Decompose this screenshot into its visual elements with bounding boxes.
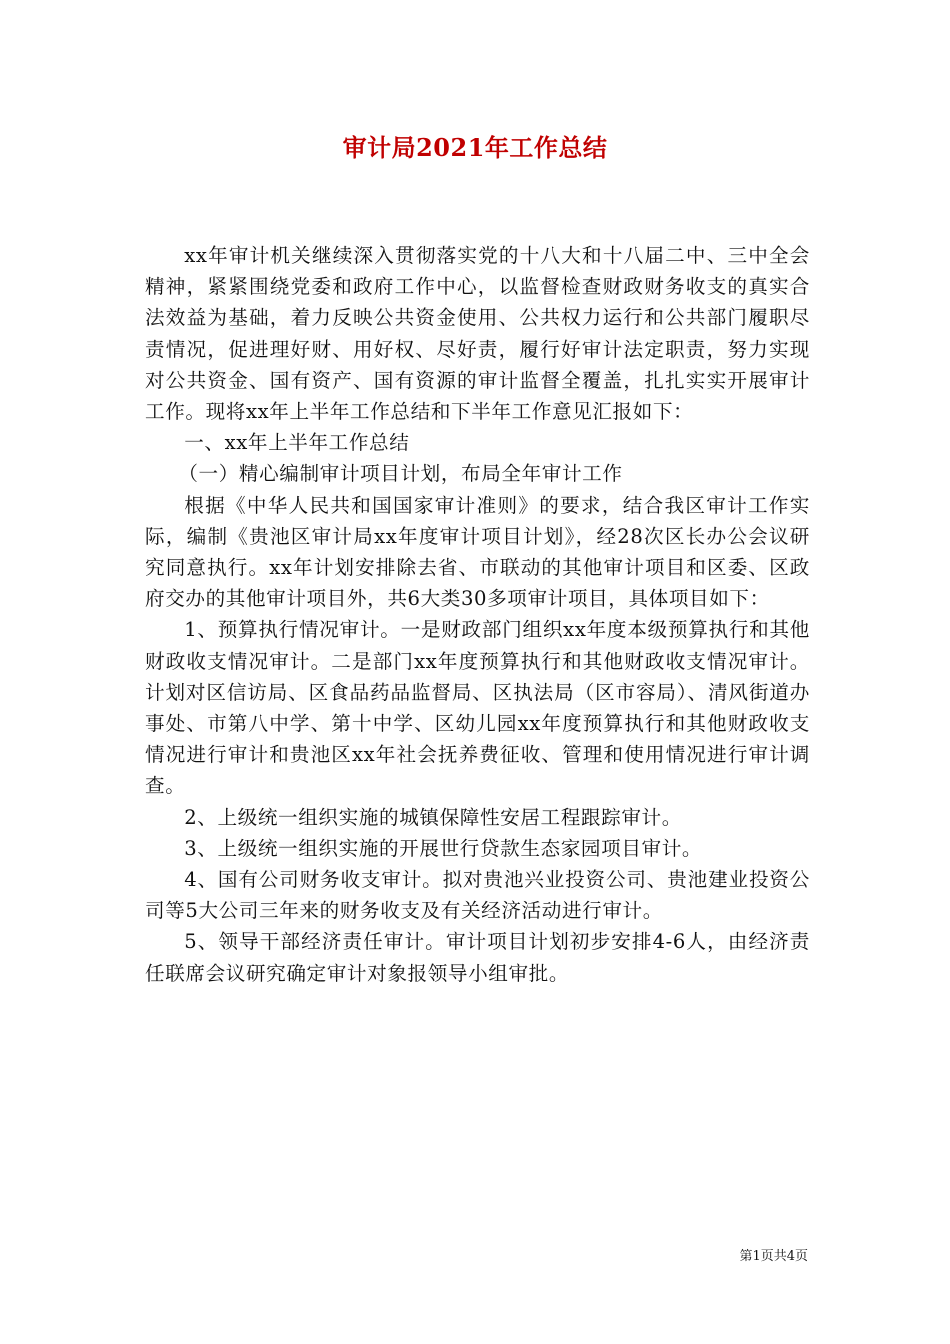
list-item-4: 4、国有公司财务收支审计。拟对贵池兴业投资公司、贵池建业投资公司等5大公司三年来的财务收支及有关经济活动进行审计。 [145, 868, 810, 923]
document-title: 审计局2021年工作总结 [342, 133, 608, 162]
subsection-heading: （一）精心编制审计项目计划，布局全年审计工作 [178, 462, 623, 486]
list-item-2: 2、上级统一组织实施的城镇保障性安居工程跟踪审计。 [184, 805, 682, 829]
list-item-1: 1、预算执行情况审计。一是财政部门组织xx年度本级预算执行和其他财政收支情况审计。二是部门xx年度预算执行和其他财政收支情况审计。计划对区信访局、区食品药品监督局、区执法局（区市容局）、清风街道办事处、市第八中学、第十中学、区幼儿园xx年度预算执行和其他财政收支情况进行审计和贵池区xx年社会抚养费征收、管理和使用情况进行审计调查。 [145, 618, 810, 798]
intro-paragraph: xx年审计机关继续深入贯彻落实党的十八大和十八届二中、三中全会精神，紧紧围绕党委和政府工作中心，以监督检查财政财务收支的真实合法效益为基础，着力反映公共资金使用、公共权力运行和公共部门履职尽责情况，促进理好财、用好权、尽好责，履行好审计法定职责，努力实现对公共资金、国有资产、国有资源的审计监督全覆盖，扎扎实实开展审计工作。现将xx年上半年工作总结和下半年工作意见汇报如下： [145, 244, 810, 424]
list-item-5: 5、领导干部经济责任审计。审计项目计划初步安排4-6人，由经济责任联席会议研究确定审计对象报领导小组审批。 [145, 930, 810, 985]
body-paragraph: 根据《中华人民共和国国家审计准则》的要求，结合我区审计工作实际，编制《贵池区审计局xx年度审计项目计划》，经28次区长办公会议研究同意执行。xx年计划安排除去省、市联动的其他审计项目和区委、区政府交办的其他审计项目外，共6大类30多项审计项目，具体项目如下： [145, 493, 810, 611]
page-number: 第1页共4页 [739, 1249, 808, 1264]
section-heading: 一、xx年上半年工作总结 [184, 431, 410, 455]
list-item-3: 3、上级统一组织实施的开展世行贷款生态家园项目审计。 [184, 836, 703, 860]
document-body [145, 240, 810, 989]
